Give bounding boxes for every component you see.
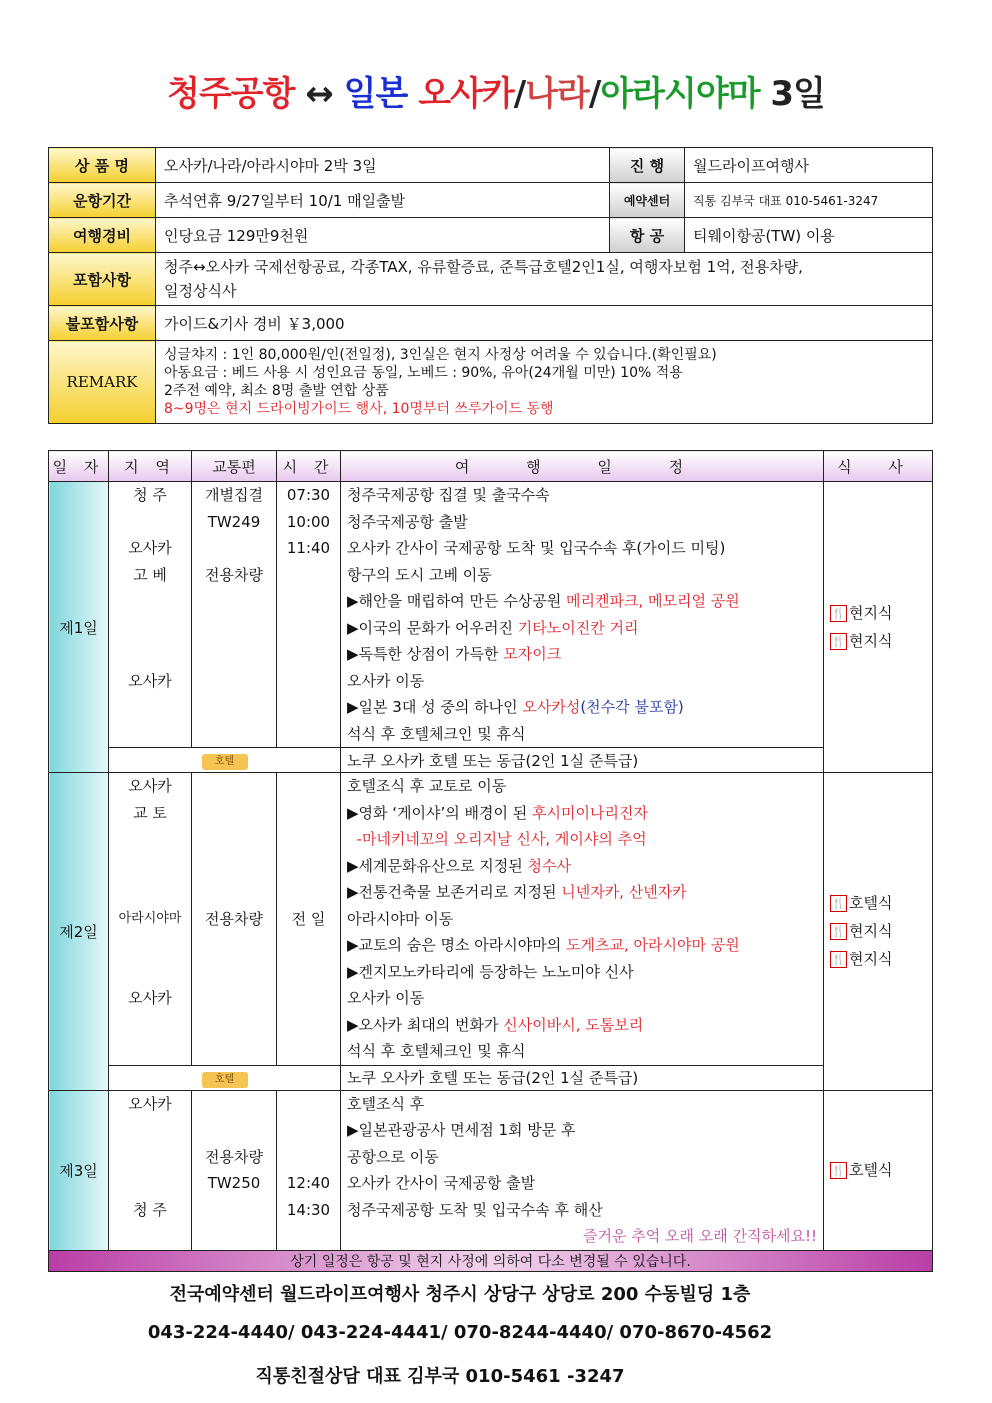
itinerary-line: 호텔조식 후 교토로 이동	[347, 777, 507, 795]
meal-item: 🍴 현지식	[831, 950, 893, 969]
reserve-label: 예약센터	[610, 183, 685, 218]
region: 청 주	[133, 486, 167, 504]
cost-value: 인당요금 129만9천원	[156, 218, 610, 253]
hotel-icon: 호텔	[202, 1072, 248, 1088]
remark-line: 싱글챠지 : 1인 80,000원/인(전일정), 3인실은 현지 사정상 어려울 수 있습니다.(확인필요)	[164, 347, 717, 363]
remark-line: 2주전 예약, 최소 8명 출발 연합 상품	[164, 383, 389, 399]
itinerary-line: ▶전통건축물 보존거리로 지정된 니넨자카, 산넨자카	[347, 883, 687, 901]
transport: 개별집결	[205, 486, 263, 504]
hotel-icon: 호텔	[202, 754, 248, 770]
fork-knife-icon: 🍴	[831, 1163, 846, 1177]
region: 아라시야마	[118, 910, 182, 926]
meal-item: 🍴 호텔식	[831, 894, 893, 913]
day-2-hotel-badge	[109, 1065, 341, 1090]
airline-label: 항 공	[610, 218, 685, 253]
itinerary-line: 호텔조식 후	[347, 1094, 425, 1113]
day-2-hotel: 노쿠 오사카 호텔 또는 동급(2인 1실 준특급)	[341, 1065, 824, 1090]
itinerary-line: 석식 후 호텔체크인 및 휴식	[347, 724, 526, 743]
itinerary-line: ▶해안을 매립하여 만든 수상공원 메리켄파크, 메모리얼 공원	[347, 592, 740, 610]
itinerary-line: 청주국제공항 도착 및 입국수속 후 해산	[347, 1200, 603, 1219]
itinerary-line: ▶독특한 상점이 가득한 모자이크	[347, 645, 562, 663]
fork-knife-icon: 🍴	[831, 606, 846, 620]
itinerary-line: 오사카 간사이 국제공항 도착 및 입국수속 후(가이드 미팅)	[347, 539, 726, 557]
fork-knife-icon: 🍴	[831, 924, 846, 938]
remark-line: 아동요금 : 베드 사용 시 성인요금 동일, 노베드 : 90%, 유아(24개월 미만) 10% 적용	[164, 365, 683, 381]
product-label: 상 품 명	[49, 148, 156, 183]
highlight: 신사이바시, 도톰보리	[503, 1015, 644, 1034]
day-1-meals	[824, 482, 933, 773]
itinerary-line: ▶영화 ‘게이샤’의 배경이 된 후시미이나리진자	[347, 803, 648, 822]
excluded-value: 가이드&기사 경비 ￥3,000	[156, 306, 933, 341]
itinerary-line: 항구의 도시 고베 이동	[347, 565, 492, 584]
day-3-meals	[824, 1090, 933, 1250]
note: (천수각 불포함)	[580, 698, 684, 716]
day-2-meals	[824, 773, 933, 1091]
col-meal: 식 사	[824, 451, 933, 482]
day-1-time	[277, 482, 341, 748]
page-title	[0, 66, 992, 115]
footer-address: 전국예약센터 월드라이프여행사 청주시 상당구 상당로 200 수동빌딩 1층	[169, 1284, 751, 1305]
highlight: 모자이크	[503, 645, 562, 663]
day-3-itinerary	[341, 1090, 824, 1250]
itinerary-line: 오사카 이동	[347, 671, 425, 690]
itinerary-line: 오사카 간사이 국제공항 출발	[347, 1174, 536, 1192]
highlight: 청수사	[527, 856, 571, 875]
day-1-itinerary	[341, 482, 824, 748]
time: 14:30	[286, 1200, 331, 1219]
region: 고 베	[133, 565, 167, 584]
included-value	[156, 253, 933, 306]
itinerary-line: 청주국제공항 집결 및 출국수속	[347, 486, 550, 504]
itinerary-line: ▶오사카 최대의 번화가 신사이바시, 도톰보리	[347, 1015, 644, 1034]
product-info-table	[48, 147, 933, 424]
day-1-hotel-badge	[109, 748, 341, 773]
fork-knife-icon: 🍴	[831, 634, 846, 648]
highlight: 오사카성	[522, 698, 581, 716]
remark-line: 8~9명은 현지 드라이빙가이드 행사, 10명부터 쓰루가이드 동행	[164, 401, 554, 417]
meal-item: 🍴 현지식	[831, 922, 893, 941]
included-line: 청주↔오사카 국제선항공료, 각종TAX, 유류할증료, 준특급호텔2인1실, 여행자보험 1억, 전용차량,	[164, 258, 803, 276]
transport: 전용차량	[205, 565, 263, 584]
included-line: 일정상식사	[164, 282, 237, 300]
highlight: 메리켄파크, 메모리얼 공원	[565, 592, 740, 610]
day-2-label: 제2일	[49, 773, 109, 1091]
excluded-label: 불포함사항	[49, 306, 156, 341]
product-value: 오사카/나라/아라시야마 2박 3일	[156, 148, 610, 183]
contact-value: 직통 김부국 대표 010-5461-3247	[685, 183, 933, 218]
title-slash: /	[588, 74, 601, 114]
title-osaka: 오사카	[418, 74, 514, 114]
col-day: 일 자	[49, 451, 109, 482]
itinerary-line: -마네키네꼬의 오리지날 신사, 게이샤의 추억	[347, 830, 647, 848]
title-slash: /	[513, 74, 526, 114]
day-1-label: 제1일	[49, 482, 109, 773]
footer-phones: 043-224-4440/ 043-224-4441/ 070-8244-4440/ 070-8670-4562	[147, 1322, 773, 1343]
itinerary-line: ▶겐지모노카타리에 등장하는 노노미야 신사	[347, 962, 634, 981]
itinerary-line: 공항으로 이동	[347, 1147, 439, 1166]
progress-label: 진 행	[610, 148, 685, 183]
highlight: 기타노이진칸 거리	[517, 618, 639, 637]
time: 10:00	[286, 512, 331, 531]
itinerary-line: ▶일본관광공사 면세점 1회 방문 후	[347, 1121, 576, 1139]
fork-knife-icon: 🍴	[831, 952, 846, 966]
farewell-message: 즐거운 추억 오래 오래 간직하세요!!	[583, 1227, 817, 1245]
airline-value: 티웨이항공(TW) 이용	[685, 218, 933, 253]
title-country: 일본	[343, 74, 408, 114]
itinerary-line: 석식 후 호텔체크인 및 휴식	[347, 1042, 526, 1060]
meal-item: 🍴 호텔식	[831, 1161, 893, 1179]
day-2-transport: 전용차량	[192, 773, 277, 1066]
itinerary-line: ▶이국의 문화가 어우러진 기타노이진칸 거리	[347, 618, 639, 637]
day-2-time: 전 일	[277, 773, 341, 1066]
col-transport: 교통편	[192, 451, 277, 482]
region: 오사카	[128, 1094, 172, 1113]
fork-knife-icon: 🍴	[831, 896, 846, 910]
itinerary-line: 아라시야마 이동	[347, 909, 454, 928]
itinerary-table	[48, 450, 933, 1272]
itinerary-line: ▶세계문화유산으로 지정된 청수사	[347, 856, 571, 875]
schedule-disclaimer: 상기 일정은 항공 및 현지 사정에 의하여 다소 변경될 수 있습니다.	[49, 1250, 933, 1271]
day-2-regions	[109, 773, 192, 1066]
transport: TW249	[207, 512, 261, 531]
day-3-regions	[109, 1090, 192, 1250]
region: 오사카	[128, 989, 172, 1007]
highlight: 니넨자카, 산넨자카	[561, 883, 687, 901]
transport: 전용차량	[205, 1147, 263, 1166]
day-3-time	[277, 1090, 341, 1250]
cost-label: 여행경비	[49, 218, 156, 253]
region: 오사카	[128, 539, 172, 557]
day-1-regions	[109, 482, 192, 748]
transport: TW250	[207, 1174, 261, 1192]
title-duration: 3일	[770, 74, 825, 114]
region: 교 토	[133, 803, 167, 822]
day-1-transport	[192, 482, 277, 748]
remark-label: REMARK	[49, 341, 156, 424]
period-label: 운항기간	[49, 183, 156, 218]
col-region: 지 역	[109, 451, 192, 482]
itinerary-line: 오사카 이동	[347, 989, 425, 1007]
region: 청 주	[133, 1200, 167, 1219]
region	[109, 509, 191, 536]
title-arrow: ↔	[305, 74, 333, 114]
highlight: 도게츠교, 아라시야마 공원	[565, 936, 740, 954]
footer-direct-contact: 직통친절상담 대표 김부국 010-5461 -3247	[255, 1366, 625, 1387]
col-time: 시 간	[277, 451, 341, 482]
title-nara: 나라	[525, 74, 589, 114]
itinerary-line: ▶교토의 숨은 명소 아라시야마의 도게츠교, 아라시야마 공원	[347, 936, 740, 954]
agency-value: 월드라이프여행사	[685, 148, 933, 183]
col-itinerary: 여 행 일 정	[341, 451, 824, 482]
period-value: 추석연휴 9/27일부터 10/1 매일출발	[156, 183, 610, 218]
meal-item: 🍴 현지식	[831, 604, 893, 622]
itinerary-line: 청주국제공항 출발	[347, 512, 468, 531]
time: 07:30	[286, 486, 331, 504]
meal-item: 🍴 현지식	[831, 632, 893, 650]
region: 오사카	[128, 671, 172, 690]
time: 11:40	[286, 539, 331, 557]
itinerary-line: ▶일본 3대 성 중의 하나인 오사카성(천수각 불포함)	[347, 698, 684, 716]
time: 12:40	[286, 1174, 331, 1192]
day-3-transport	[192, 1090, 277, 1250]
highlight: 후시미이나리진자	[532, 803, 648, 822]
day-3-label: 제3일	[49, 1090, 109, 1250]
day-1-hotel: 노쿠 오사카 호텔 또는 동급(2인 1실 준특급)	[341, 748, 824, 773]
title-arashiyama: 아라시야마	[600, 74, 760, 114]
day-2-itinerary	[341, 773, 824, 1066]
remark-value	[156, 341, 933, 424]
included-label: 포함사항	[49, 253, 156, 306]
title-origin: 청주공항	[167, 74, 295, 114]
region: 오사카	[128, 777, 172, 795]
